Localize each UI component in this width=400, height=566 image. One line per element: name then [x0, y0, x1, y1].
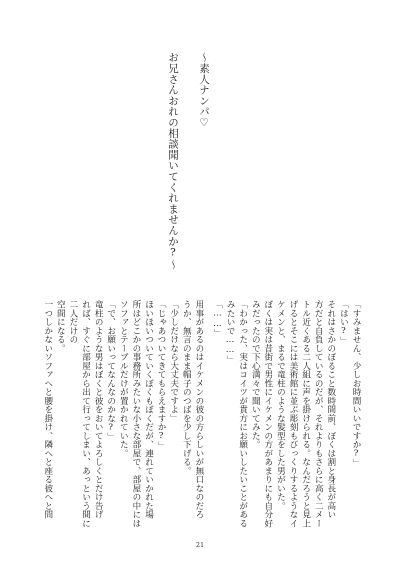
- body-line: 竜柱のような男はぼくと彼をおいてよろしくとだけ告げ: [93, 300, 104, 519]
- body-line: ぼくは実は昔街で男性にイケメンの方があまりにも自分好: [262, 300, 273, 528]
- body-line: げるとそこには美術館に並ぶ彫刻もびっくりするようなイ: [288, 300, 299, 528]
- body-line: 「すみません、少しお時間いいですか?」: [351, 300, 361, 468]
- story-title: [150, 52, 214, 292]
- body-line: 空間になる。: [55, 300, 66, 353]
- body-line: 用事があるのはイケメンの彼の方らしいが無口なのだろ: [193, 300, 204, 519]
- body-line: 「はい?」: [338, 300, 349, 346]
- body-line: それはさかのぼること数時間前、ぼくは割と身長が高い: [325, 300, 336, 519]
- body-line: 「少しだけなら大丈夫ですよ」: [168, 300, 179, 423]
- body-line: ケメンと、まるで竜柱のような髪型をした男がいた。: [275, 300, 286, 510]
- body-line: ほいほいついていくぼくもぼくだが、連れていかれた場: [143, 300, 154, 519]
- body-line: 所はどこかの事務所みたいな小さな部屋で、部屋の中には: [130, 300, 141, 528]
- body-line: 「で、お願いってなんなのかな?」: [105, 300, 116, 442]
- body-line: れば、すぐに部屋から出て行ってしまい、あっという間に二人だけの: [67, 300, 91, 528]
- body-line: みたいで……」: [225, 300, 236, 365]
- story-title-main: 〜素人ナンパ♡: [198, 52, 210, 130]
- body-line: 一つしかないソファへと腰を掛け、隣へと座る彼へと問: [42, 300, 53, 519]
- body-line: うか、無言のまま帽子のつばを少し下げる。: [181, 300, 192, 475]
- page-number: 21: [195, 541, 205, 549]
- body-line: 「わかった、実はコイツが貴方にお願いしたいことがある: [237, 300, 248, 528]
- body-line: 「……」: [212, 300, 223, 338]
- body-line: 「じゃあついてきてもらえますか?」: [156, 300, 167, 451]
- body-line: みだったので下心満々で聞いてみた。: [250, 300, 261, 449]
- body-line: ソファとテーブルだけが置かれていた。: [118, 300, 129, 458]
- story-title-sub: お兄さんおれの相談聞いてくれませんか?〜: [167, 52, 179, 270]
- body-text: [41, 300, 362, 532]
- body-line: トル近くある二人組に声を掛けられる。なんだろうと見上: [300, 300, 311, 528]
- body-line: 方だと自負しているのだが、それよりもさらに高く二メー: [313, 300, 324, 528]
